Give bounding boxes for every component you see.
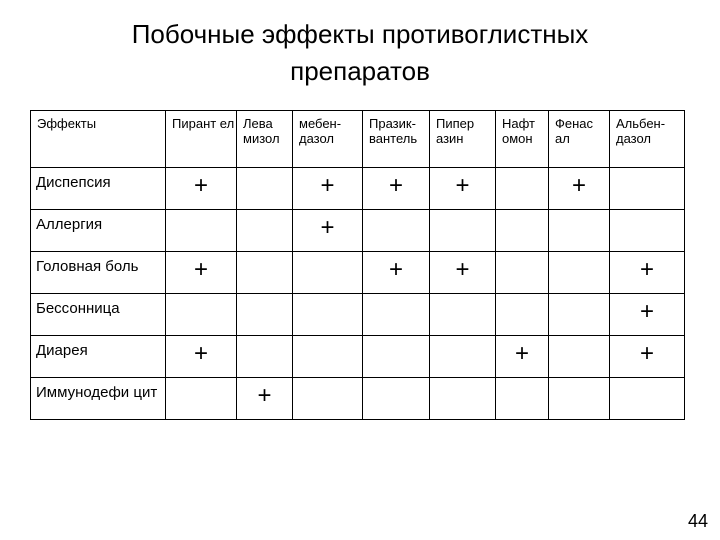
table-cell — [496, 168, 549, 210]
plus-mark: + — [455, 172, 470, 199]
plus-mark — [363, 294, 429, 300]
table-cell — [363, 378, 430, 420]
table-cell — [363, 210, 430, 252]
plus-mark — [166, 378, 236, 384]
plus-mark: + — [455, 256, 470, 283]
header-cell-drug — [166, 111, 237, 168]
table-cell — [293, 294, 363, 336]
drug-header: Лева мизол — [243, 116, 280, 146]
table-cell — [363, 294, 430, 336]
plus-mark: + — [193, 256, 208, 283]
header-cell-drug — [430, 111, 496, 168]
table-row — [31, 210, 685, 252]
table-cell — [166, 168, 237, 210]
table-cell — [166, 294, 237, 336]
table-cell — [549, 294, 610, 336]
effect-label: Бессонница — [36, 300, 120, 317]
plus-mark — [430, 210, 495, 216]
plus-mark: + — [639, 298, 654, 325]
plus-mark — [549, 294, 609, 300]
effect-label: Диспепсия — [36, 174, 111, 191]
table-cell — [430, 294, 496, 336]
table-cell — [363, 252, 430, 294]
plus-mark — [430, 294, 495, 300]
plus-mark: + — [639, 340, 654, 367]
drug-header: Пипер азин — [436, 116, 475, 146]
table-header-row — [31, 111, 685, 168]
plus-mark — [237, 294, 292, 300]
plus-mark — [496, 168, 548, 174]
table-cell — [363, 168, 430, 210]
table-cell — [496, 294, 549, 336]
plus-mark — [363, 378, 429, 384]
drug-header: Нафт омон — [502, 116, 535, 146]
plus-mark — [430, 336, 495, 342]
effect-label: Диарея — [36, 342, 88, 359]
table-cell — [610, 168, 685, 210]
plus-mark — [166, 294, 236, 300]
plus-mark: + — [571, 172, 586, 199]
plus-mark — [549, 336, 609, 342]
table-cell — [430, 336, 496, 378]
plus-mark — [293, 294, 362, 300]
plus-mark — [237, 252, 292, 258]
table-row — [31, 294, 685, 336]
drug-header: Пирант ел — [172, 116, 235, 131]
plus-mark — [363, 210, 429, 216]
plus-mark — [293, 378, 362, 384]
plus-mark: + — [639, 256, 654, 283]
header-cell-drug — [549, 111, 610, 168]
table-cell — [237, 210, 293, 252]
plus-mark — [166, 210, 236, 216]
table-cell — [610, 294, 685, 336]
plus-mark — [293, 336, 362, 342]
header-cell-drug — [363, 111, 430, 168]
table-cell — [610, 336, 685, 378]
plus-mark — [430, 378, 495, 384]
plus-mark — [363, 336, 429, 342]
table-cell — [610, 378, 685, 420]
plus-mark — [549, 378, 609, 384]
table-cell — [293, 168, 363, 210]
table-cell — [549, 168, 610, 210]
plus-mark: + — [514, 340, 529, 367]
table-cell — [237, 168, 293, 210]
table-cell — [237, 252, 293, 294]
row-label-cell — [31, 378, 166, 420]
table-cell — [293, 336, 363, 378]
table-cell — [293, 252, 363, 294]
table-cell — [610, 252, 685, 294]
row-label-cell — [31, 252, 166, 294]
table-row — [31, 252, 685, 294]
header-cell-drug — [496, 111, 549, 168]
plus-mark — [237, 336, 292, 342]
plus-mark — [549, 252, 609, 258]
table-cell — [166, 378, 237, 420]
plus-mark — [610, 168, 684, 174]
table-cell — [430, 168, 496, 210]
table-cell — [430, 378, 496, 420]
plus-mark — [496, 210, 548, 216]
table-cell — [610, 210, 685, 252]
row-label-cell — [31, 210, 166, 252]
effect-label: Иммунодефи цит — [36, 384, 158, 401]
row-label-cell — [31, 336, 166, 378]
page-title: Побочные эффекты противоглистных препаратов — [131, 19, 589, 86]
page-number: 44 — [687, 511, 708, 531]
table-cell — [496, 378, 549, 420]
header-cell-drug — [237, 111, 293, 168]
row-label-cell — [31, 294, 166, 336]
effect-label: Аллергия — [36, 216, 103, 233]
table-row — [31, 378, 685, 420]
header-label-effects: Эффекты — [37, 116, 97, 131]
table-cell — [237, 294, 293, 336]
header-cell-drug — [293, 111, 363, 168]
table-cell — [166, 336, 237, 378]
plus-mark: + — [388, 256, 403, 283]
plus-mark — [496, 294, 548, 300]
table-cell — [549, 336, 610, 378]
table-cell — [166, 252, 237, 294]
plus-mark: + — [193, 340, 208, 367]
plus-mark — [237, 210, 292, 216]
plus-mark — [496, 378, 548, 384]
plus-mark — [549, 210, 609, 216]
plus-mark: + — [320, 172, 335, 199]
plus-mark: + — [320, 214, 335, 241]
table-cell — [363, 336, 430, 378]
table-row — [31, 336, 685, 378]
plus-mark — [610, 378, 684, 384]
plus-mark — [237, 168, 292, 174]
plus-mark — [610, 210, 684, 216]
drug-header: Альбен- дазол — [616, 116, 666, 146]
plus-mark — [293, 252, 362, 258]
table-body — [31, 111, 685, 420]
drug-header: Фенас ал — [555, 116, 594, 146]
table-cell — [237, 378, 293, 420]
table-row — [31, 168, 685, 210]
plus-mark: + — [257, 382, 272, 409]
plus-mark: + — [193, 172, 208, 199]
table-cell — [549, 252, 610, 294]
table-cell — [430, 210, 496, 252]
table-cell — [496, 210, 549, 252]
plus-mark — [496, 252, 548, 258]
side-effects-table — [30, 110, 685, 420]
table-cell — [496, 336, 549, 378]
table-cell — [293, 210, 363, 252]
header-cell-drug — [610, 111, 685, 168]
table-cell — [293, 378, 363, 420]
header-cell-effects — [31, 111, 166, 168]
table-cell — [549, 378, 610, 420]
table-cell — [496, 252, 549, 294]
drug-header: мебен- дазол — [299, 116, 342, 146]
table-cell — [430, 252, 496, 294]
effect-label: Головная боль — [36, 258, 139, 275]
table-cell — [166, 210, 237, 252]
plus-mark: + — [388, 172, 403, 199]
table-cell — [237, 336, 293, 378]
table-cell — [549, 210, 610, 252]
drug-header: Празик- вантель — [369, 116, 418, 146]
row-label-cell — [31, 168, 166, 210]
